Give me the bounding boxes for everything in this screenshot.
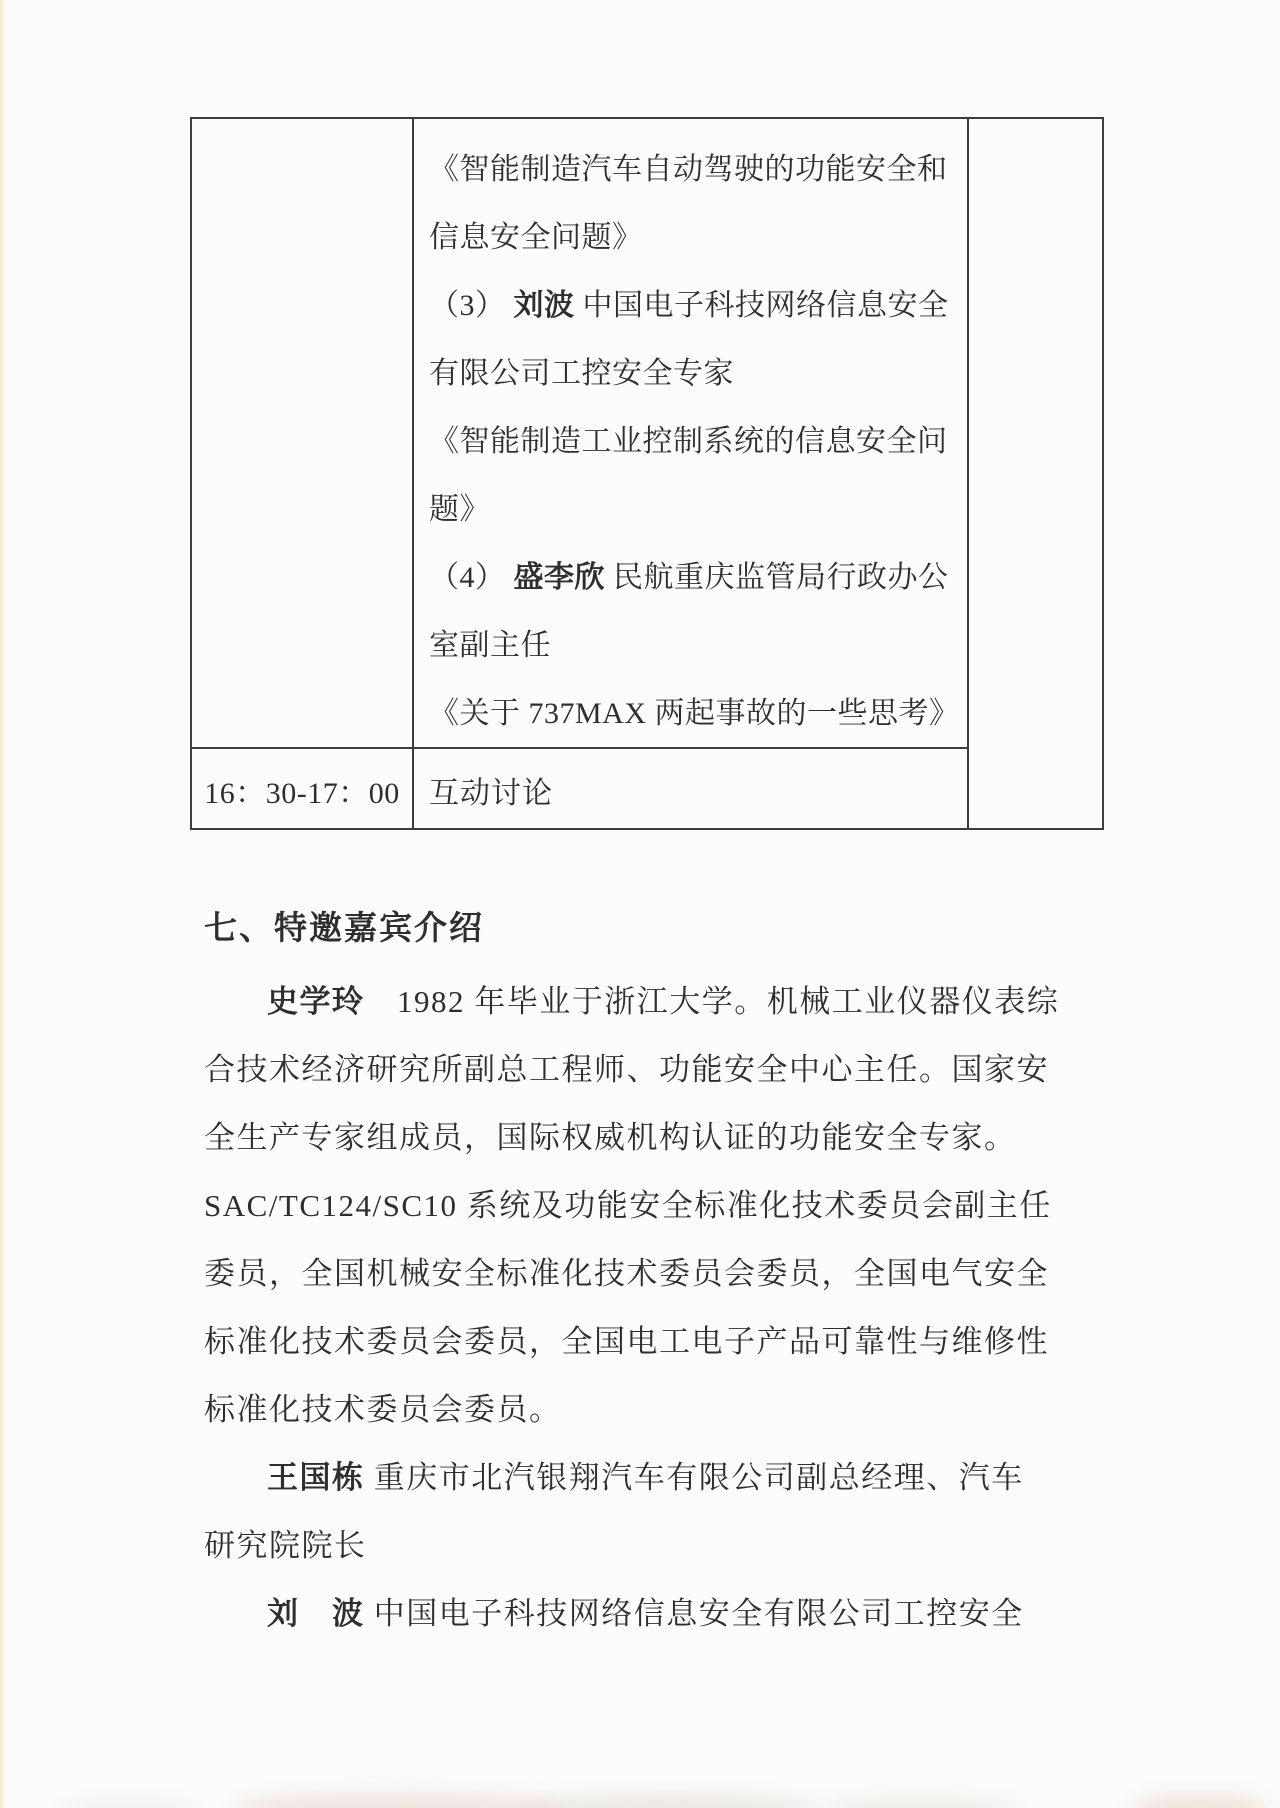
text-run: 室副主任: [429, 629, 551, 662]
text-run: SAC/TC124/SC10 系统及功能安全标准化技术委员会副主任: [204, 1188, 1052, 1223]
paragraph-line: [204, 968, 1116, 1036]
smudge-blob: [1130, 1794, 1270, 1808]
text-run: 全生产专家组成员，国际权威机构认证的功能安全专家。: [204, 1120, 1017, 1155]
paragraph-line: [204, 1580, 1116, 1648]
paragraph-line: [204, 1104, 1116, 1172]
table-text-line: [429, 340, 967, 408]
table-text-line: [429, 476, 967, 544]
text-run: 题》: [429, 493, 490, 526]
paragraph-line: [204, 1172, 1116, 1240]
paragraph-line: [204, 1512, 1116, 1580]
paragraph-line: [204, 1376, 1116, 1444]
schedule-cell-empty: [969, 119, 1104, 830]
text-run: 《智能制造汽车自动驾驶的功能安全和: [429, 153, 948, 186]
table-text-line: [429, 408, 967, 476]
section-heading: 七、特邀嘉宾介绍: [204, 911, 484, 947]
text-run: 中国电子科技网络信息安全有限公司工控安全: [364, 1596, 1024, 1631]
guest-name: 史学玲: [267, 984, 365, 1019]
text-run: （3）: [429, 289, 514, 322]
paragraph-line: [204, 1308, 1116, 1376]
text-run: 民航重庆监管局行政办公: [605, 561, 949, 594]
paragraph-line: [204, 1240, 1116, 1308]
table-text-line: [429, 612, 967, 680]
smudge-blob: [230, 1792, 560, 1808]
text-run: 重庆市北汽银翔汽车有限公司副总经理、汽车: [364, 1460, 1024, 1495]
schedule-cell-activity: 互动讨论: [429, 776, 553, 810]
schedule-cell-time: 16：30-17：00: [204, 776, 400, 810]
guest-name: 王国栋: [267, 1460, 365, 1495]
text-run: 中国电子科技网络信息安全: [574, 289, 949, 322]
smudge-blob: [60, 1800, 200, 1808]
scan-edge-artifact: [0, 0, 5, 1808]
table-text-line: [429, 204, 967, 272]
guest-name: 刘波: [513, 289, 575, 322]
table-text-line: [429, 680, 967, 747]
guest-introduction-paragraphs: [204, 968, 1116, 1648]
schedule-cell-topics: [414, 119, 967, 747]
text-run: 《关于 737MAX 两起事故的一些思考》: [429, 697, 960, 730]
bottom-scan-smudge: [0, 1762, 1280, 1808]
paragraph-line: [204, 1444, 1116, 1512]
paragraph-line: [204, 1036, 1116, 1104]
guest-name: 盛李欣: [513, 561, 605, 594]
text-run: 信息安全问题》: [429, 221, 643, 254]
guest-name: 刘 波: [267, 1596, 365, 1631]
smudge-blob: [520, 1794, 820, 1808]
table-text-line: [429, 136, 967, 204]
schedule-table: [190, 117, 1104, 830]
text-run: 《智能制造工业控制系统的信息安全问: [429, 425, 948, 458]
table-text-line: [429, 544, 967, 612]
smudge-blob: [820, 1797, 1020, 1808]
text-run: 委员，全国机械安全标准化技术委员会委员，全国电气安全: [204, 1256, 1049, 1291]
text-run: 研究院院长: [204, 1528, 367, 1563]
text-run: 标准化技术委员会委员，全国电工电子产品可靠性与维修性: [204, 1324, 1049, 1359]
text-run: 合技术经济研究所副总工程师、功能安全中心主任。国家安: [204, 1052, 1049, 1087]
text-run: （4）: [429, 561, 514, 594]
text-run: 标准化技术委员会委员。: [204, 1392, 562, 1427]
table-text-line: [429, 272, 967, 340]
text-run: 1982 年毕业于浙江大学。机械工业仪器仪表综: [364, 984, 1060, 1019]
text-run: 有限公司工控安全专家: [429, 357, 734, 390]
